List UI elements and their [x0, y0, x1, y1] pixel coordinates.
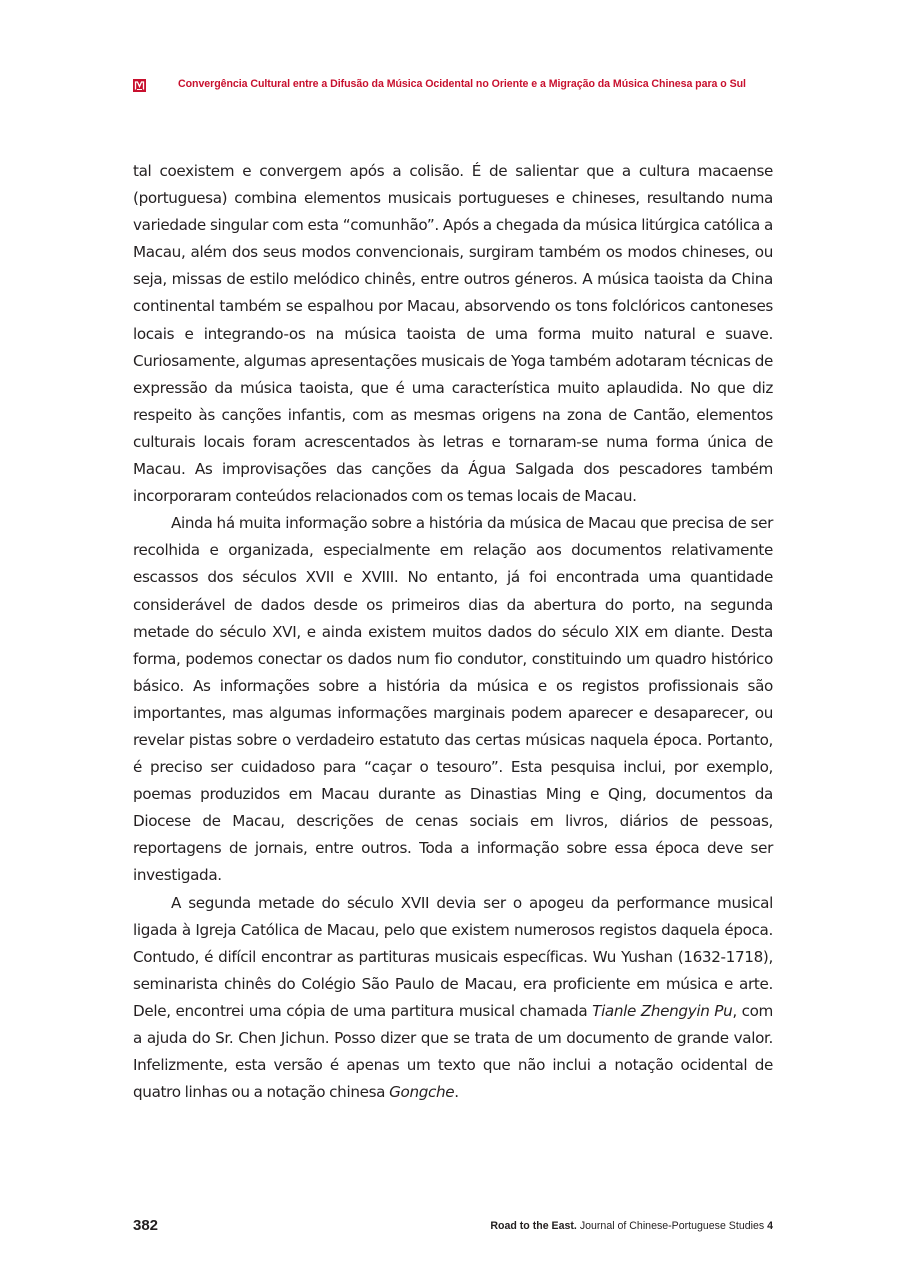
header-title: Convergência Cultural entre a Difusão da Música Ocidental no Oriente e a Migração da Música Chinesa para o Sul: [178, 78, 746, 90]
journal-issue: 4: [767, 1220, 773, 1232]
journal-name: Road to the East.: [490, 1220, 577, 1232]
paragraph-text: tal coexistem e convergem após a colisão. É de salientar que a cultura macaense (portuguesa) combina elementos musicais portugueses e chineses, resultando numa variedade singular com esta “comunhão”. Após a chegada da música litúrgica católica a Macau, além dos seus modos convencionais, surgiram também os modos chineses, ou seja, missas de estilo melódico chinês, entre outros géneros. A música taoista da China continental também se espalhou por Macau, absorvendo os tons folclóricos cantoneses locais e integrando-os na música taoista de uma forma muito natural e suave. Curiosamente, algumas apresentações musicais de Yoga também adotaram técnicas de expressão da música taoista, que é uma característica muito aplaudida. No que diz respeito às canções infantis, com as mesmas origens na zona de Cantão, elementos culturais locais foram acrescentados às letras e tornaram-se numa forma única de Macau. As improvisações das canções da Água Salgada dos pescadores também incorporaram conteúdos relacionados com os temas locais de Macau.: [133, 162, 773, 506]
journal-reference: [490, 1220, 773, 1232]
italic-title: Gongche: [389, 1083, 455, 1102]
running-header: [133, 78, 773, 94]
article-body: [133, 158, 773, 1106]
body-paragraph: [133, 890, 773, 1107]
body-paragraph: [133, 158, 773, 510]
paragraph-text: Ainda há muita informação sobre a história da música de Macau que precisa de ser recolhida e organizada, especialmente em relação aos documentos relativamente escassos dos séculos XVII e XVIII. No entanto, já foi encontrada uma quantidade considerável de dados desde os primeiros dias da abertura do porto, na segunda metade do século XVI, e ainda existem muitos dados do século XIX em diante. Desta forma, podemos conectar os dados num fio condutor, constituindo um quadro histórico básico. As informações sobre a história da música e os registos profissionais são importantes, mas algumas informações marginais podem aparecer e desaparecer, ou revelar pistas sobre o verdadeiro estatuto das certas músicas naquela época. Portanto, é preciso ser cuidadoso para “caçar o tesouro”. Esta pesquisa inclui, por exemplo, poemas produzidos em Macau durante as Dinastias Ming e Qing, documentos da Diocese de Macau, descrições de cenas sociais em livros, diários de pessoas, reportagens de jornais, entre outros. Toda a informação sobre essa época deve ser investigada.: [133, 514, 773, 885]
page-number: 382: [133, 1217, 159, 1234]
page-footer: [133, 1217, 773, 1237]
body-paragraph: [133, 510, 773, 889]
paragraph-text: .: [454, 1083, 459, 1102]
paragraph-text: A segunda metade do século XVII devia ser o apogeu da performance musical ligada à Igreja Católica de Macau, pelo que existem numerosos registos daquela época. Contudo, é difícil encontrar as partituras musicais específicas. Wu Yushan (1632-1718), seminarista chinês do Colégio São Paulo de Macau, era proficiente em música e arte. Dele, encontrei uma cópia de uma partitura musical chamada: [133, 893, 773, 1020]
paragraph-text: , com a ajuda do Sr. Chen Jichun. Posso dizer que se trata de um documento de grande valor. Infelizmente, esta versão é apenas um texto que não inclui a notação ocidental de quatro linhas ou a notação chinesa: [133, 1001, 774, 1102]
journal-logo-icon: [133, 79, 146, 92]
journal-subtitle: Journal of Chinese-Portuguese Studies: [576, 1220, 768, 1232]
italic-title: Tianle Zhengyin Pu: [592, 1001, 733, 1020]
